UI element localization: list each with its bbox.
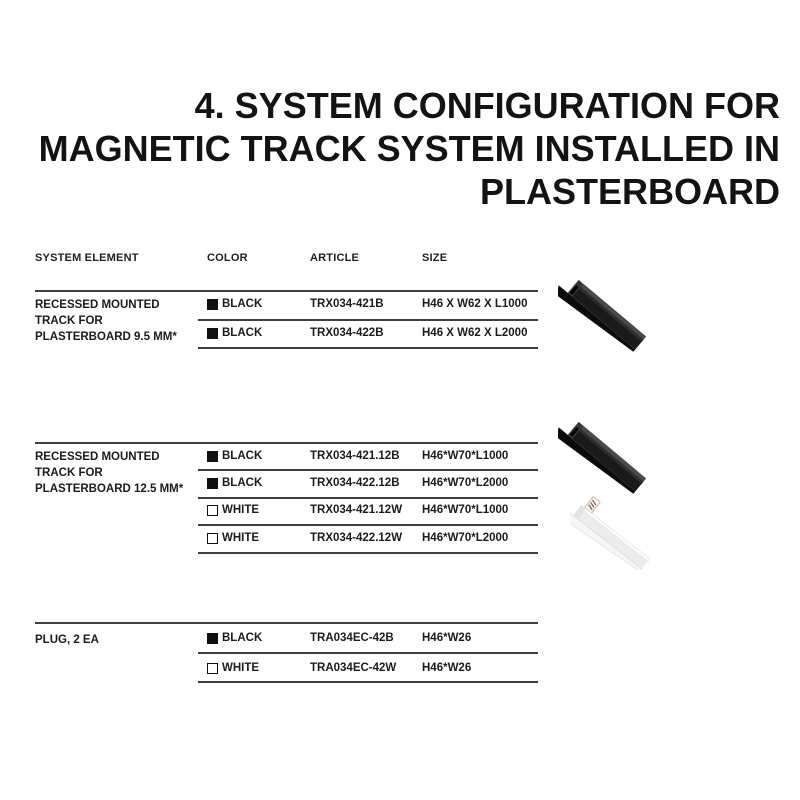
black-swatch-icon bbox=[207, 299, 218, 310]
row-size: H46*W70*L2000 bbox=[422, 532, 509, 544]
group2-bottom-line bbox=[198, 552, 538, 554]
group1-label-line: RECESSED MOUNTED bbox=[35, 299, 160, 311]
row-article: TRX034-421B bbox=[310, 298, 384, 310]
row-color: BLACK bbox=[222, 477, 263, 489]
row-size: H46*W70*L2000 bbox=[422, 477, 509, 489]
row-article: TRX034-422.12B bbox=[310, 477, 400, 489]
column-header-article: ARTICLE bbox=[310, 252, 360, 264]
white-swatch-icon bbox=[207, 663, 218, 674]
group1-label-line: PLASTERBOARD 9.5 MM* bbox=[35, 331, 177, 343]
row-article: TRA034EC-42B bbox=[310, 632, 394, 644]
table-row bbox=[35, 532, 538, 546]
row-color: BLACK bbox=[222, 632, 263, 644]
group2-label-line: TRACK FOR bbox=[35, 467, 103, 479]
table-row bbox=[35, 477, 538, 491]
header-divider-line bbox=[35, 290, 538, 292]
page-title-line-3: PLASTERBOARD bbox=[479, 171, 780, 212]
group2-top-line bbox=[35, 442, 538, 444]
row-divider-line bbox=[198, 497, 538, 499]
column-header-size: SIZE bbox=[422, 252, 448, 264]
row-size: H46*W26 bbox=[422, 632, 472, 644]
group3-top-line bbox=[35, 622, 538, 624]
table-row bbox=[35, 504, 538, 518]
row-divider-line bbox=[198, 652, 538, 654]
group1-label-line: TRACK FOR bbox=[35, 315, 103, 327]
black-track-product-image bbox=[558, 280, 658, 371]
black-swatch-icon bbox=[207, 633, 218, 644]
table-row bbox=[35, 327, 538, 341]
group1-bottom-line bbox=[198, 347, 538, 349]
column-header-system-element: SYSTEM ELEMENT bbox=[35, 252, 139, 264]
row-divider-line bbox=[198, 319, 538, 321]
group3-label-line: PLUG, 2 EA bbox=[35, 634, 99, 646]
black-swatch-icon bbox=[207, 451, 218, 462]
row-size: H46 X W62 X L2000 bbox=[422, 327, 528, 339]
row-color: WHITE bbox=[222, 532, 260, 544]
row-size: H46*W26 bbox=[422, 662, 472, 674]
table-row bbox=[35, 662, 538, 676]
white-swatch-icon bbox=[207, 533, 218, 544]
row-size: H46 X W62 X L1000 bbox=[422, 298, 528, 310]
row-color: WHITE bbox=[222, 504, 260, 516]
row-article: TRX034-421.12W bbox=[310, 504, 403, 516]
table-row bbox=[35, 632, 538, 646]
page-title-line-1: 4. SYSTEM CONFIGURATION FOR bbox=[194, 85, 780, 126]
page-title-line-2: MAGNETIC TRACK SYSTEM INSTALLED IN bbox=[38, 128, 780, 169]
row-divider-line bbox=[198, 469, 538, 471]
white-track-illustration bbox=[570, 496, 670, 570]
group2-label-line: PLASTERBOARD 12.5 MM* bbox=[35, 483, 184, 495]
black-swatch-icon bbox=[207, 478, 218, 489]
row-color: WHITE bbox=[222, 662, 260, 674]
group2-label-line: RECESSED MOUNTED bbox=[35, 451, 160, 463]
black-swatch-icon bbox=[207, 328, 218, 339]
row-article: TRX034-422B bbox=[310, 327, 384, 339]
row-article: TRA034EC-42W bbox=[310, 662, 397, 674]
row-size: H46*W70*L1000 bbox=[422, 504, 509, 516]
group3-bottom-line bbox=[198, 681, 538, 683]
row-color: BLACK bbox=[222, 327, 263, 339]
white-track-product-image bbox=[570, 496, 670, 575]
row-color: BLACK bbox=[222, 298, 263, 310]
row-size: H46*W70*L1000 bbox=[422, 450, 509, 462]
row-article: TRX034-421.12B bbox=[310, 450, 400, 462]
table-row bbox=[35, 450, 538, 464]
table-row bbox=[35, 298, 538, 312]
row-article: TRX034-422.12W bbox=[310, 532, 403, 544]
page-title bbox=[39, 84, 780, 213]
row-color: BLACK bbox=[222, 450, 263, 462]
row-divider-line bbox=[198, 524, 538, 526]
column-header-color: COLOR bbox=[207, 252, 248, 264]
black-track-illustration bbox=[558, 280, 658, 366]
white-swatch-icon bbox=[207, 505, 218, 516]
